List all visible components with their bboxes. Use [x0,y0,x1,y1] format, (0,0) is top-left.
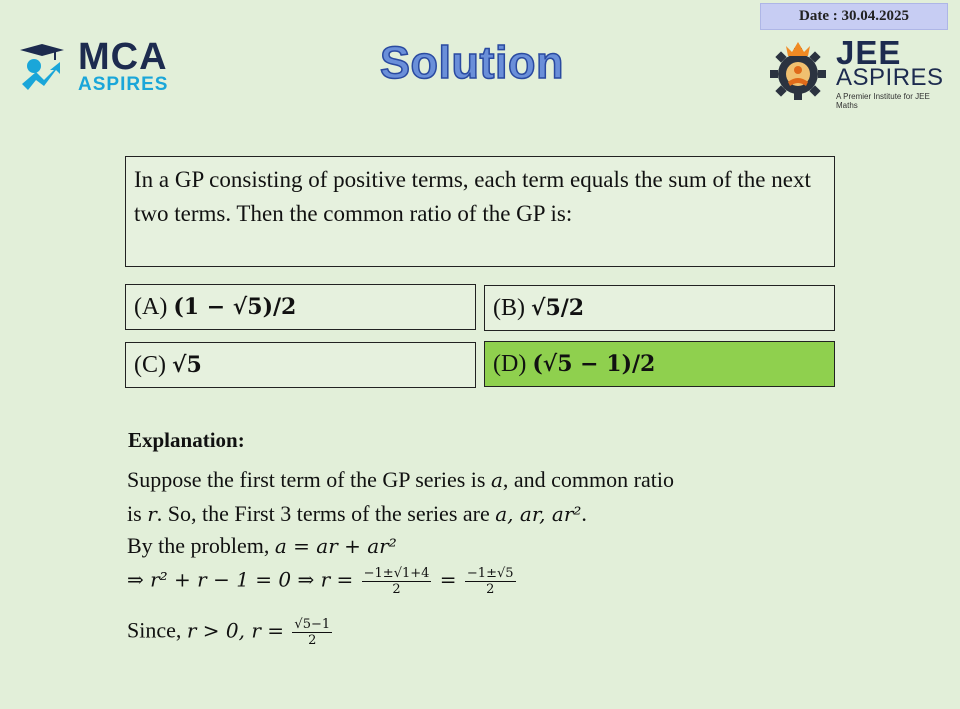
fraction [362,566,432,597]
math-var: a [490,468,503,492]
option-label: (C) [134,351,166,378]
text: is [127,501,148,526]
gear-crown-icon [768,40,830,102]
math-equation: a = ar + ar² [274,534,397,558]
text: Suppose the first term of the GP series is [127,467,491,492]
denominator: 2 [486,582,495,597]
page-title: Solution [380,37,564,88]
option-d-correct[interactable] [484,341,835,387]
option-expression: √5 [172,352,202,378]
numerator: −1±√1+4 [363,566,430,581]
option-a[interactable] [125,284,476,330]
fraction [292,617,332,648]
jee-aspires-logo-text: ASPIRES [836,64,944,91]
text: . [581,501,587,526]
explanation-line-5 [127,617,334,648]
math-terms: a, ar, ar² [495,502,582,526]
text: By the problem, [127,533,275,558]
text: , and common ratio [502,467,674,492]
question-box [125,156,835,267]
text: . So, the First 3 terms of the series are [156,501,496,526]
math-var: r [147,502,157,526]
denominator: 2 [308,633,317,648]
option-expression: (√5 − 1)/2 [532,351,656,377]
denominator: 2 [392,582,401,597]
math-equation: r > 0, r = [186,618,291,643]
option-expression: √5/2 [531,295,585,321]
explanation-line-2 [127,501,587,527]
option-label: (D) [493,350,527,377]
equals: = [433,567,463,592]
numerator: −1±√5 [466,566,514,581]
question-text: In a GP consisting of positive terms, each term equals the sum of the next two terms. Then the common ratio of the GP is: [134,167,811,226]
option-label: (B) [493,294,525,321]
explanation-line-1 [127,467,674,493]
numerator: √5−1 [294,617,331,632]
explanation-line-4 [127,566,518,597]
jee-logo-text: JEE [836,34,902,71]
fraction [465,566,516,597]
mca-logo-text: MCA [78,36,168,78]
math-equation: ⇒ r² + r − 1 = 0 ⇒ r = [127,567,360,592]
text: Since, [127,617,187,643]
explanation-heading: Explanation: [128,428,245,452]
aspires-logo-text: ASPIRES [78,74,169,95]
jee-tagline: A Premier Institute for JEE Maths [836,92,930,110]
jee-aspires-logo [768,34,953,110]
option-expression: (1 − √5)/2 [173,294,297,320]
option-c[interactable] [125,342,476,388]
option-b[interactable] [484,285,835,331]
option-label: (A) [134,293,168,320]
explanation-line-3 [127,533,397,559]
date-badge: Date : 30.04.2025 [760,3,948,30]
